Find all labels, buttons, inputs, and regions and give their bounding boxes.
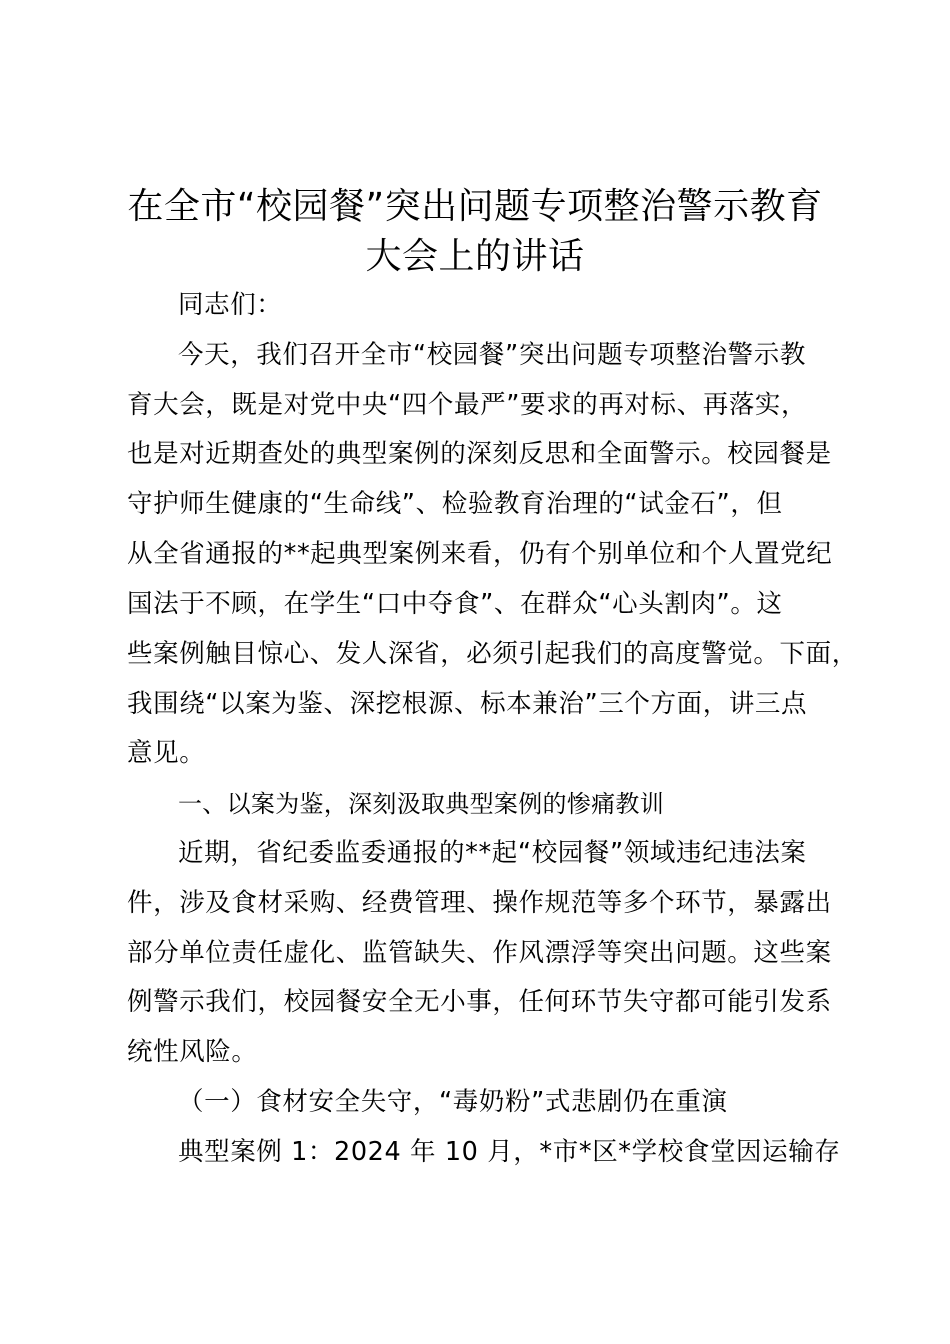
document-title-line2: 大会上的讲话 [365,236,585,277]
paragraph-line: 近期，省纪委监委通报的**起“校园餐”领域违纪违法案 [178,838,807,868]
paragraph-line: 从全省通报的**起典型案例来看，仍有个别单位和个人置党纪 [127,539,833,569]
paragraph-line: 守护师生健康的“生命线”、检验教育治理的“试金石”，但 [127,489,783,519]
subsection-heading: （一）食材安全失守，“毒奶粉”式悲剧仍在重演 [178,1087,728,1117]
paragraph-line: 意见。 [127,738,206,768]
paragraph-line: 我围绕“以案为鉴、深挖根源、标本兼治”三个方面，讲三点 [127,689,808,719]
salutation: 同志们： [178,290,283,320]
paragraph-line: 些案例触目惊心、发人深省，必须引起我们的高度警觉。下面， [127,639,858,669]
paragraph-line: 例警示我们，校园餐安全无小事，任何环节失守都可能引发系 [127,987,832,1017]
document-title-line1: 在全市“校园餐”突出问题专项整治警示教育 [127,186,823,227]
paragraph-line: 部分单位责任虚化、监管缺失、作风漂浮等突出问题。这些案 [127,938,832,968]
paragraph-line: 统性风险。 [127,1037,258,1067]
paragraph-line: 件，涉及食材采购、经费管理、操作规范等多个环节，暴露出 [127,888,832,918]
paragraph-line: 今天，我们召开全市“校园餐”突出问题专项整治警示教 [178,340,806,370]
paragraph-line: 典型案例 1：2024 年 10 月，*市*区*学校食堂因运输存 [178,1137,841,1167]
paragraph-line: 育大会，既是对党中央“四个最严”要求的再对标、再落实， [127,390,808,420]
section-heading: 一、以案为鉴，深刻汲取典型案例的惨痛教训 [178,790,664,818]
paragraph-line: 国法于不顾，在学生“口中夺食”、在群众“心头割肉”。这 [127,589,783,619]
paragraph-line: 也是对近期查处的典型案例的深刻反思和全面警示。校园餐是 [127,439,832,469]
